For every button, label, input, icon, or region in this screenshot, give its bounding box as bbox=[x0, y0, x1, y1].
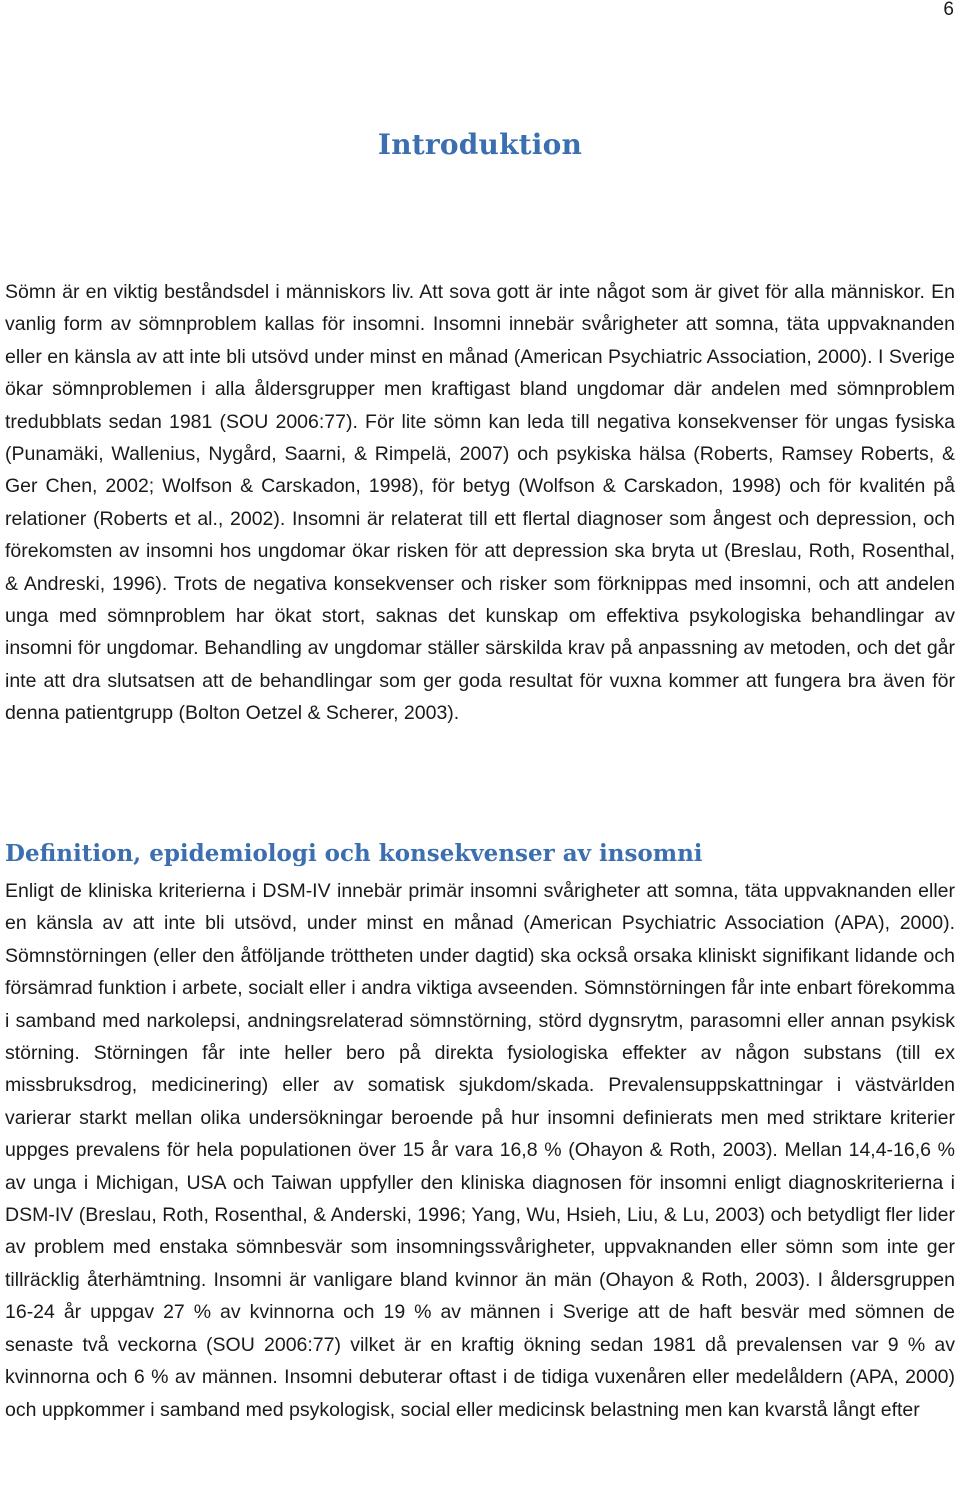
heading-definition: Definition, epidemiologi och konsekvenser av insomni bbox=[5, 840, 703, 867]
heading-introduktion: Introduktion bbox=[377, 128, 583, 161]
definition-paragraph: Enligt de kliniska kriterierna i DSM-IV innebär primär insomni svårigheter att somna, täta uppvaknanden eller en känsla av att inte bli utsövd, under minst en månad (American Psychiatric Association (APA), 2000). Sömnstörningen (eller den åtföljande tröttheten under dagtid) ska också orsaka kliniskt signifikant lidande och försämrad funktion i arbete, socialt eller i andra viktiga avseenden. Sömnstörningen får inte enbart förekomma i samband med narkolepsi, andningsrelaterad sömnstörning, störd dygnsrytm, parasomni eller annan psykisk störning. Störningen får inte heller bero på direkta fysiologiska effekter av någon substans (till ex missbruksdrog, medicinering) eller av somatisk sjukdom/skada. Prevalensuppskattningar i västvärlden varierar starkt mellan olika undersökningar beroende på hur insomni definierats men med striktare kriterier uppges prevalens för hela populationen över 15 år vara 16,8 % (Ohayon & Roth, 2003). Mellan 14,4-16,6 % av unga i Michigan, USA och Taiwan uppfyller den kliniska diagnosen för insomni enligt diagnoskriterierna i DSM-IV (Breslau, Roth, Rosenthal, & Anderski, 1996; Yang, Wu, Hsieh, Liu, & Lu, 2003) och betydligt fler lider av problem med enstaka sömnbesvär som insomningssvårigheter, uppvaknanden eller sömn som inte ger tillräcklig återhämtning. Insomni är vanligare bland kvinnor än män (Ohayon & Roth, 2003). I åldersgruppen 16-24 år uppgav 27 % av kvinnorna och 19 % av männen i Sverige att de haft besvär med sömnen de senaste två veckorna (SOU 2006:77) vilket är en kraftig ökning sedan 1981 då prevalensen var 9 % av kvinnorna och 6 % av männen. Insomni debuterar oftast i de tidiga vuxenåren eller medelåldern (APA, 2000) och uppkommer i samband med psykologisk, social eller medicinsk belastning men kan kvarstå långt efter bbox=[5, 880, 955, 1421]
intro-paragraph: Sömn är en viktig beståndsdel i människors liv. Att sova gott är inte något som är givet för alla människor. En vanlig form av sömnproblem kallas för insomni. Insomni innebär svårigheter att somna, täta uppvaknanden eller en känsla av att inte bli utsövd under minst en månad (American Psychiatric Association, 2000). I Sverige ökar sömnproblemen i alla åldersgrupper men kraftigast bland ungdomar där andelen med sömnproblem tredubblats sedan 1981 (SOU 2006:77). För lite sömn kan leda till negativa konsekvenser för ungas fysiska (Punamäki, Wallenius, Nygård, Saarni, & Rimpelä, 2007) och psykiska hälsa (Roberts, Ramsey Roberts, & Ger Chen, 2002; Wolfson & Carskadon, 1998), för betyg (Wolfson & Carskadon, 1998) och för kvalitén på relationer (Roberts et al., 2002). Insomni är relaterat till ett flertal diagnoser som ångest och depression, och förekomsten av insomni hos ungdomar ökar risken för att depression ska bryta ut (Breslau, Roth, Rosenthal, & Andreski, 1996). Trots de negativa konsekvenser och risker som förknippas med insomni, och att andelen unga med sömnproblem har ökat stort, saknas det kunskap om effektiva psykologiska behandlingar av insomni för ungdomar. Behandling av ungdomar ställer särskilda krav på anpassning av metoden, och det går inte att dra slutsatsen att de behandlingar som ger goda resultat för vuxna kommer att fungera bra även för denna patientgrupp (Bolton Oetzel & Scherer, 2003). bbox=[5, 281, 955, 725]
page-number: 6 bbox=[943, 0, 954, 20]
